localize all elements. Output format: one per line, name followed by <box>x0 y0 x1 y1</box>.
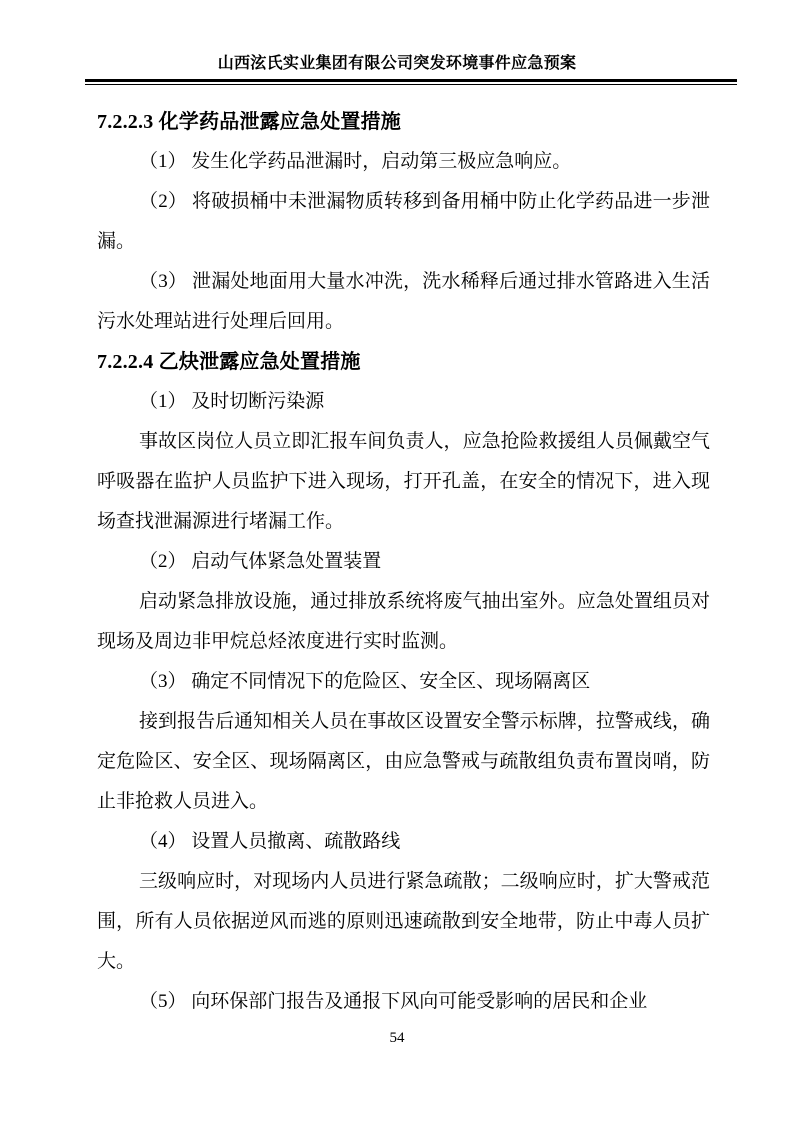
header-title: 山西泫氏实业集团有限公司突发环境事件应急预案 <box>217 55 577 72</box>
section-7-2-2-3 <box>97 102 710 342</box>
page-number: 54 <box>389 1030 405 1046</box>
paragraph: （2） 启动气体紧急处置装置 <box>139 551 382 572</box>
paragraph: 启动紧急排放设施，通过排放系统将废气抽出室外。应急处置组员对现场及周边非甲烷总烃浓度进行实时监测。 <box>97 591 710 652</box>
section-7-2-2-4 <box>97 342 710 1022</box>
paragraph: （3） 泄漏处地面用大量水冲洗，洗水稀释后通过排水管路进入生活污水处理站进行处理后回用。 <box>97 271 710 332</box>
paragraph: 事故区岗位人员立即汇报车间负责人，应急抢险救援组人员佩戴空气呼吸器在监护人员监护下进入现场，打开孔盖，在安全的情况下，进入现场查找泄漏源进行堵漏工作。 <box>97 431 710 532</box>
section-heading-7223: 7.2.2.3 化学药品泄露应急处置措施 <box>97 111 401 133</box>
page-footer <box>0 1028 794 1048</box>
document-body <box>97 102 710 1022</box>
paragraph: （5） 向环保部门报告及通报下风向可能受影响的居民和企业 <box>139 991 648 1012</box>
section-heading-7224: 7.2.2.4 乙炔泄露应急处置措施 <box>97 351 361 373</box>
header-double-rule <box>85 79 737 85</box>
paragraph: （1） 发生化学药品泄漏时，启动第三极应急响应。 <box>139 151 572 172</box>
paragraph: 接到报告后通知相关人员在事故区设置安全警示标牌，拉警戒线，确定危险区、安全区、现场隔离区，由应急警戒与疏散组负责布置岗哨，防止非抢救人员进入。 <box>97 711 710 812</box>
paragraph: 三级响应时，对现场内人员进行紧急疏散；二级响应时，扩大警戒范围，所有人员依据逆风而逃的原则迅速疏散到安全地带，防止中毒人员扩大。 <box>97 871 710 972</box>
paragraph: （3） 确定不同情况下的危险区、安全区、现场隔离区 <box>139 671 591 692</box>
paragraph: （4） 设置人员撤离、疏散路线 <box>139 831 401 852</box>
paragraph: （1） 及时切断污染源 <box>139 391 325 412</box>
paragraph: （2） 将破损桶中未泄漏物质转移到备用桶中防止化学药品进一步泄漏。 <box>97 191 710 252</box>
